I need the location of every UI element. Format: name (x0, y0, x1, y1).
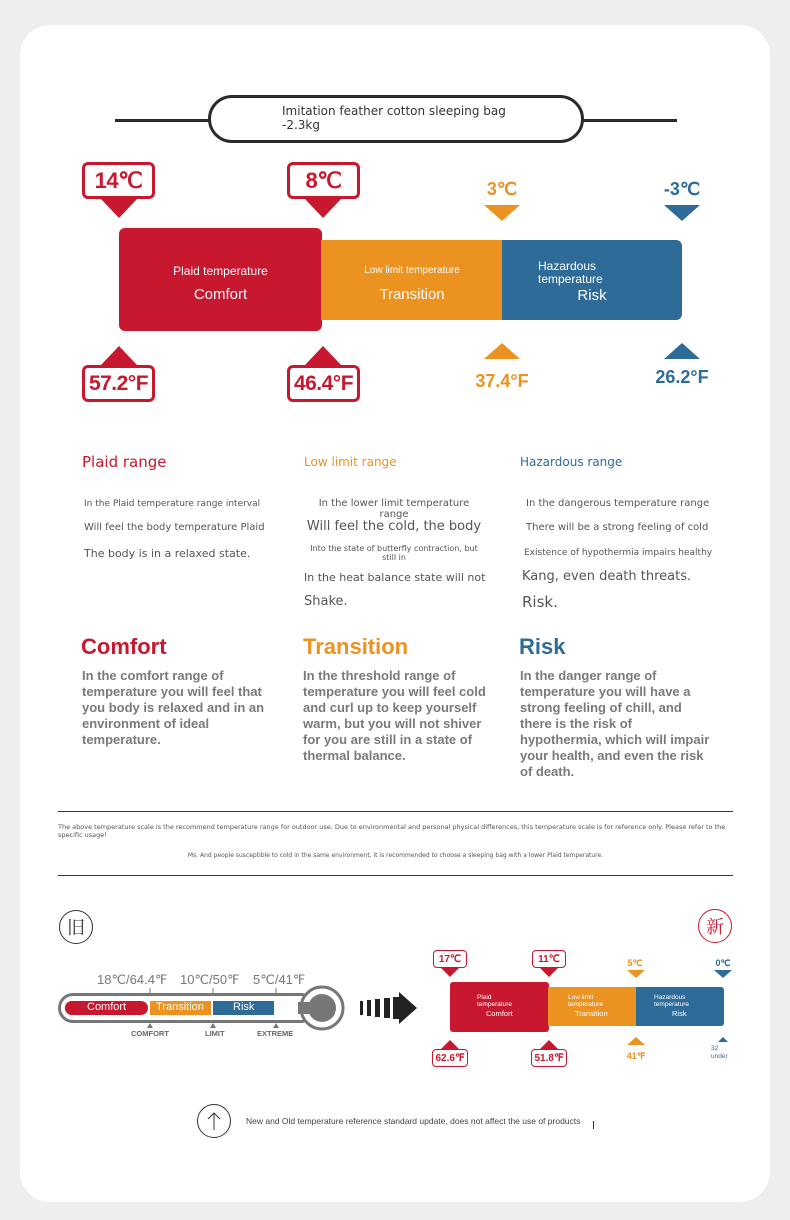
new-comfort-fahrenheit: 62.6℉ (432, 1049, 468, 1067)
risk-start-celsius-pointer (484, 205, 520, 221)
comfort-fahrenheit-badge: 57.2°F (82, 365, 155, 402)
new-comfort-segment: Plaid temperature Comfort (450, 982, 549, 1032)
risk-start-fahrenheit-pointer (484, 343, 520, 359)
new-risk-start-celsius-pointer (627, 970, 645, 978)
transition-heading: Transition (303, 634, 409, 659)
new-transition-celsius-pointer (540, 968, 558, 977)
hazardous-line-5: Risk. (522, 593, 558, 611)
comfort-celsius-badge: 14℃ (82, 162, 155, 199)
plaid-line-1: In the Plaid temperature range interval (84, 499, 261, 509)
product-name: Imitation feather cotton sleeping bag (282, 104, 506, 118)
transition-description: In the threshold range of temperature you will feel cold and curl up to keep yourself warm, but you will not shiver for you are still in a state of thermal balance. (303, 668, 486, 763)
new-badge: 新 (698, 909, 732, 943)
risk-segment (502, 240, 682, 320)
new-transition-fahrenheit-pointer (540, 1040, 558, 1049)
product-weight: -2.3kg (282, 118, 320, 132)
transition-fahrenheit-pointer (305, 346, 341, 365)
old-temp-comfort: 18℃/64.4℉ (97, 972, 168, 987)
arrow-up-icon (196, 1103, 232, 1139)
new-risk-end-celsius: 0℃ (715, 958, 731, 968)
comfort-celsius-pointer (101, 199, 137, 218)
new-comfort-celsius-pointer (441, 968, 459, 977)
new-transition-fahrenheit: 51.8℉ (531, 1049, 567, 1067)
plaid-range-title: Plaid range (82, 453, 167, 471)
hazardous-line-2: There will be a strong feeling of cold (526, 522, 709, 533)
new-risk-segment: Hazardous temperature Risk (636, 987, 724, 1026)
hazardous-range-title: Hazardous range (520, 455, 623, 469)
footer-note: New and Old temperature reference standard update, does not affect the use of products (246, 1116, 581, 1126)
comfort-segment-label: Comfort (193, 286, 248, 303)
transition-segment-sub: Low limit temperature (364, 265, 460, 276)
transition-segment-label: Transition (379, 286, 445, 303)
risk-start-fahrenheit: 37.4°F (475, 371, 529, 391)
low-limit-range-title: Low limit range (304, 455, 397, 469)
new-risk-end-celsius-pointer (714, 970, 732, 978)
old-seg-risk: Risk (233, 1001, 255, 1013)
plaid-line-3: The body is in a relaxed state. (84, 547, 251, 560)
risk-description: In the danger range of temperature you will have a strong feeling of chill, and there is the risk of hypothermia, which will impair your health, and even the risk of death. (520, 668, 710, 779)
new-risk-start-celsius: 5℃ (627, 958, 643, 968)
risk-end-celsius: -3℃ (663, 179, 701, 199)
product-title (282, 104, 506, 132)
risk-segment-sub: Hazardous temperature (538, 259, 603, 286)
hazardous-line-1: In the dangerous temperature range (526, 498, 710, 509)
title-rule-right (582, 119, 677, 122)
text-cursor (593, 1121, 594, 1129)
old-marker-comfort: COMFORT (131, 1029, 169, 1038)
risk-end-fahrenheit: 26.2°F (655, 367, 709, 387)
old-temp-extreme: 5℃/41℉ (253, 972, 306, 987)
notes-line-1: The above temperature scale is the recommend temperature range for outdoor use. Due to environmental and personal physical differences, this temperature scale is for reference only. Please refer to the specific usage! (58, 823, 726, 839)
notes-rule-bottom (58, 875, 733, 876)
risk-end-celsius-pointer (664, 205, 700, 221)
old-seg-transition: Transition (156, 1001, 204, 1013)
risk-heading: Risk (519, 634, 566, 659)
comfort-segment (119, 228, 322, 331)
hazardous-line-4: Kang, even death threats. (522, 569, 692, 584)
new-risk-end-fahrenheit-pointer (718, 1037, 728, 1042)
risk-segment-label: Risk (577, 287, 607, 304)
low-limit-line-3: Into the state of butterfly contraction, but still in (310, 544, 478, 562)
old-seg-comfort: Comfort (87, 1001, 127, 1013)
plaid-line-2: Will feel the body temperature Plaid (84, 522, 265, 533)
title-rule-left (115, 119, 210, 122)
update-arrow-icon (360, 990, 420, 1026)
risk-end-fahrenheit-pointer (664, 343, 700, 359)
comfort-heading: Comfort (81, 634, 167, 659)
old-badge: 旧 (59, 910, 93, 944)
notes-rule-top (58, 811, 733, 812)
new-risk-end-fahrenheit: 32 under (711, 1045, 728, 1060)
new-transition-celsius: 11℃ (532, 950, 566, 968)
comfort-fahrenheit-pointer (101, 346, 137, 365)
transition-segment (321, 240, 503, 320)
comfort-description: In the comfort range of temperature you will feel that you body is relaxed and in an environment of ideal temperature. (82, 668, 265, 747)
hazardous-line-3: Existence of hypothermia impairs healthy (524, 548, 713, 558)
old-marker-extreme: EXTREME (257, 1029, 294, 1038)
old-marker-limit: LIMIT (205, 1029, 225, 1038)
notes-line-2: Ms. And people susceptible to cold in the same environment, it is recommended to choose a sleeping bag with a lower Plaid temperature. (187, 852, 604, 859)
low-limit-line-2: Will feel the cold, the body (306, 519, 482, 534)
transition-celsius-pointer (305, 199, 341, 218)
new-transition-segment: Low limit temperature Transition (548, 987, 637, 1026)
new-risk-start-fahrenheit-pointer (627, 1037, 645, 1045)
low-limit-line-5: Shake. (304, 594, 348, 609)
old-temp-limit: 10℃/50℉ (180, 972, 240, 987)
transition-celsius-badge: 8℃ (287, 162, 360, 199)
comfort-segment-sub: Plaid temperature (173, 264, 268, 278)
transition-fahrenheit-badge: 46.4°F (287, 365, 360, 402)
low-limit-line-1: In the lower limit temperature range (318, 498, 470, 520)
risk-start-celsius: 3℃ (486, 179, 518, 199)
low-limit-line-4: In the heat balance state will not (304, 571, 486, 584)
new-comfort-fahrenheit-pointer (441, 1040, 459, 1049)
new-risk-start-fahrenheit: 41℉ (626, 1051, 646, 1061)
new-comfort-celsius: 17℃ (433, 950, 467, 968)
